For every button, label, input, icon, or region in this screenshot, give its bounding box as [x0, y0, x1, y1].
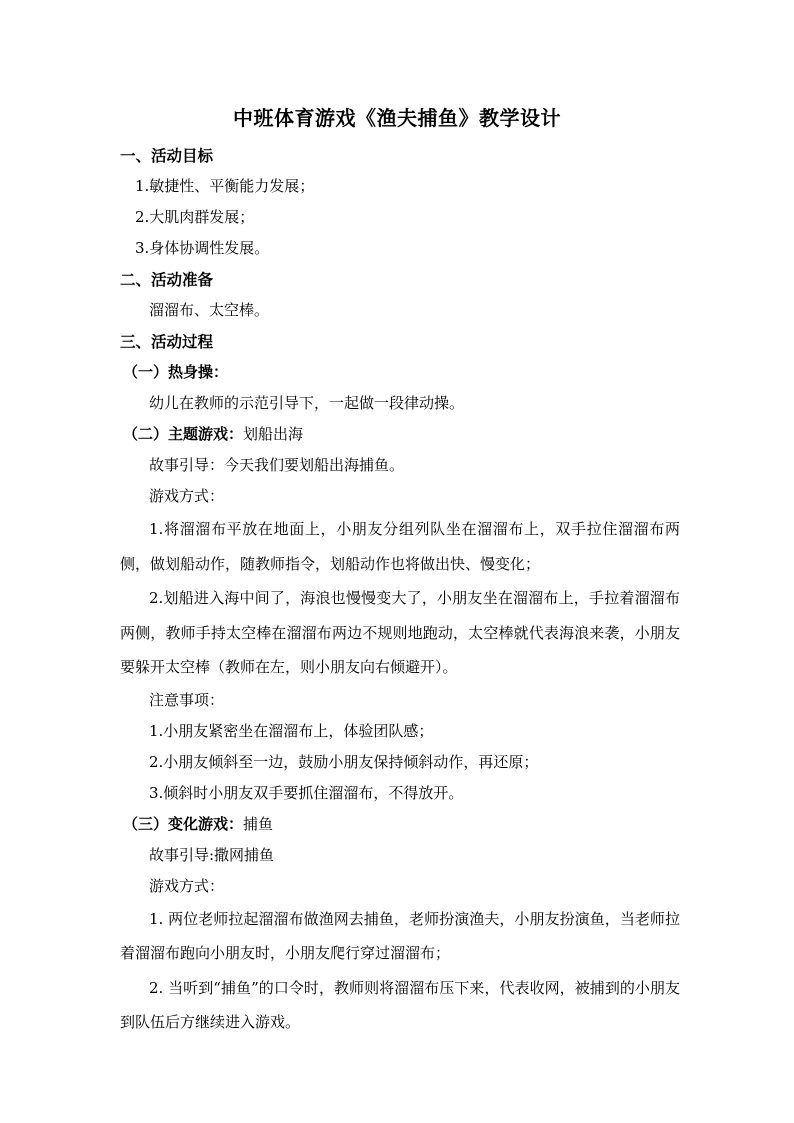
preparation-text: 溜溜布、太空棒。 [149, 301, 270, 319]
section-heading-goals: 一、活动目标 [120, 146, 214, 165]
goal-item: 2.大肌肉群发展； [135, 208, 255, 226]
subsection-heading-main-game [120, 419, 680, 450]
variation-game-method-label: 游戏方式： [149, 876, 225, 895]
subsection-label: （一）热身操： [123, 363, 229, 381]
variation-game-method-paragraph: 1. 两位老师拉起溜溜布做渔网去捕鱼，老师扮演渔夫，小朋友扮演鱼，当老师拉着溜溜布跑向小朋友时，小朋友爬行穿过溜溜布； [120, 909, 680, 962]
main-game-note-item: 2.小朋友倾斜至一边，鼓励小朋友保持倾斜动作，再还原； [149, 752, 539, 771]
main-game-notes-label: 注意事项： [149, 690, 225, 709]
subsection-heading-variation-game [120, 809, 680, 840]
main-game-note-item: 1.小朋友紧密坐在溜溜布上，体验团队感； [149, 721, 434, 740]
section-heading-process: 三、活动过程 [120, 332, 214, 351]
warmup-text: 幼儿在教师的示范引导下，一起做一段律动操。 [149, 394, 465, 412]
subsection-heading-warmup [120, 357, 680, 388]
main-game-method-paragraph: 2.划船进入海中间了，海浪也慢慢变大了，小朋友坐在溜溜布上，手拉着溜溜布两侧，教师手持太空棒在溜溜布两边不规则地跑动，太空棒就代表海浪来袭，小朋友要躲开太空棒（教师在左，则小朋友向右倾避开）。 [120, 589, 680, 676]
main-game-method-label: 游戏方式： [149, 487, 225, 505]
main-game-note-item: 3.倾斜时小朋友双手要抓住溜溜布，不得放开。 [149, 783, 464, 802]
document-title: 中班体育游戏《渔夫捕鱼》教学设计 [233, 106, 561, 130]
main-game-method-paragraph: 1.将溜溜布平放在地面上，小朋友分组列队坐在溜溜布上，双手拉住溜溜布两侧，做划船动作，随教师指令，划船动作也将做出快、慢变化； [120, 520, 680, 573]
goal-item: 3.身体协调性发展。 [135, 239, 270, 257]
document-body [120, 140, 680, 1040]
goal-item: 1.敏捷性、平衡能力发展； [135, 177, 315, 195]
subsection-label: （三）变化游戏： [123, 814, 244, 833]
main-game-story: 故事引导：今天我们要划船出海捕鱼。 [149, 456, 405, 474]
subsection-label: （二）主题游戏： [123, 425, 244, 443]
section-heading-preparation: 二、活动准备 [120, 270, 214, 289]
subsection-suffix: 捕鱼 [243, 814, 274, 833]
variation-game-story: 故事引导:撒网捕鱼 [149, 845, 275, 864]
variation-game-method-paragraph: 2. 当听到“捕鱼”的口令时，教师则将溜溜布压下来，代表收网，被捕到的小朋友到队伍后方继续进入游戏。 [120, 978, 680, 1031]
subsection-suffix: 划船出海 [243, 425, 304, 443]
